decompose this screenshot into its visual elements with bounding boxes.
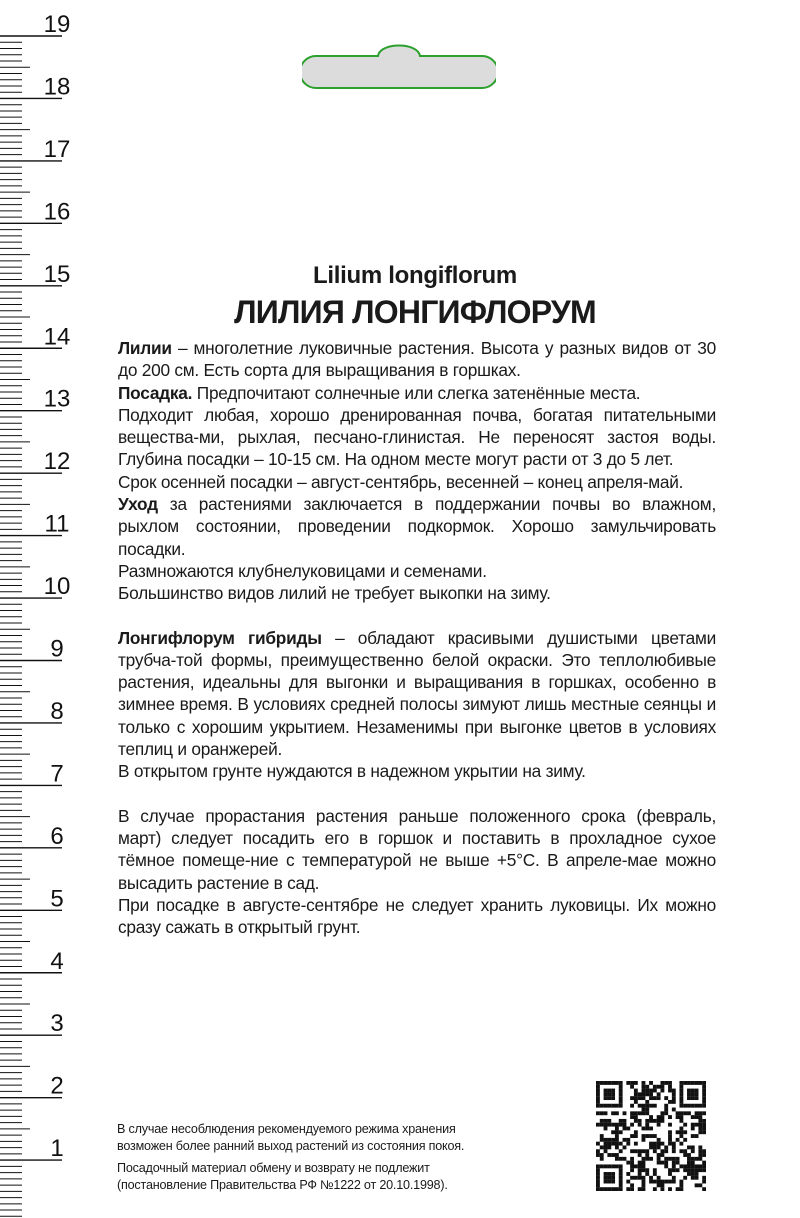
ruler-number: 13 xyxy=(43,385,71,413)
hybrids-label: Лонгифлорум гибриды xyxy=(118,627,322,648)
ruler-number: 17 xyxy=(43,135,71,163)
storage-note: В случае несоблюдения рекомендуемого режима хранения возможен более ранний выход растений из состояния покоя. xyxy=(117,1122,465,1153)
planting-label: Посадка. xyxy=(118,382,193,403)
ruler-number: 11 xyxy=(44,510,70,538)
propagation-paragraph: Размножаются клубнелуковицами и семенами. xyxy=(118,560,487,581)
measurement-ruler xyxy=(0,0,80,1218)
qr-code-icon xyxy=(596,1081,706,1191)
ruler-number: 5 xyxy=(50,885,64,913)
ruler-number: 7 xyxy=(50,760,64,788)
dates-paragraph: Срок осенней посадки – август-сентябрь, весенней – конец апреля-май. xyxy=(118,471,684,492)
hybrids-paragraph: Лонгифлорум гибриды – обладают красивыми душистыми цветами трубча-той формы, преимущественно белой окраски. Это теплолюбивые растения, идеальны для выгонки и выращивания в горшках, особенно в зимнее время. В условиях средней полосы зимуют лишь местные сеянцы и только с хорошим укрытием. Незаменимы при выгонке цветов в условиях теплиц и оранжерей. xyxy=(118,627,716,760)
ruler-number: 2 xyxy=(50,1072,64,1100)
soil-paragraph: Подходит любая, хорошо дренированная почва, богатая питательными вещества-ми, рыхлая, песчано-глинистая. Не переносят застоя воды. Глубина посадки – 10-15 см. На одном месте могут расти от 3 до 5 лет. xyxy=(118,404,716,470)
sprouting-paragraph: В случае прорастания растения раньше положенного срока (февраль, март) следует посадить его в горшок и поставить в прохладное сухое тёмное помеще-ние с температурой не выше +5°С. В апреле-мае можно высадить растение в сад. xyxy=(118,805,716,893)
ruler-number: 8 xyxy=(50,697,64,725)
ruler-number: 15 xyxy=(43,260,71,288)
ruler-number: 16 xyxy=(43,198,71,226)
ruler-number: 4 xyxy=(50,947,64,975)
ruler-number: 18 xyxy=(43,73,71,101)
intro-label: Лилии xyxy=(118,338,172,358)
ruler-number: 9 xyxy=(50,635,64,663)
return-note: Посадочный материал обмену и возврату не подлежит (постановление Правительства РФ №1222 от 20.10.1998). xyxy=(117,1161,448,1192)
page-title: ЛИЛИЯ ЛОНГИФЛОРУМ xyxy=(234,294,596,330)
intro-paragraph: Лилии – многолетние луковичные растения. Высота у разных видов от 30 до 200 см. Есть сорта для выращивания в горшках. xyxy=(118,338,716,381)
hang-tab-slot xyxy=(302,36,496,92)
latin-name: Lilium longiflorum xyxy=(313,262,517,289)
ruler-number: 1 xyxy=(50,1135,64,1163)
winter-paragraph: Большинство видов лилий не требует выкопки на зиму. xyxy=(118,583,551,604)
care-label: Уход xyxy=(118,494,158,515)
ruler-number: 3 xyxy=(50,1010,64,1038)
ruler-number: 14 xyxy=(43,323,71,351)
ruler-number: 6 xyxy=(50,822,64,850)
hybrids-shelter-paragraph: В открытом грунте нуждаются в надежном укрытии на зиму. xyxy=(118,761,586,782)
ruler-number: 10 xyxy=(43,573,71,601)
autumn-paragraph: При посадке в августе-сентябре не следует хранить луковицы. Их можно сразу сажать в открытый грунт. xyxy=(118,894,716,938)
care-paragraph: Уход за растениями заключается в поддержании почвы во влажном, рыхлом состоянии, проведении подкормок. Хорошо замульчировать посадки. xyxy=(118,494,716,559)
ruler-number: 19 xyxy=(43,11,71,38)
planting-paragraph: Посадка. Предпочитают солнечные или слегка затенённые места. xyxy=(118,382,641,403)
ruler-number: 12 xyxy=(43,448,71,476)
description-text xyxy=(118,337,716,938)
